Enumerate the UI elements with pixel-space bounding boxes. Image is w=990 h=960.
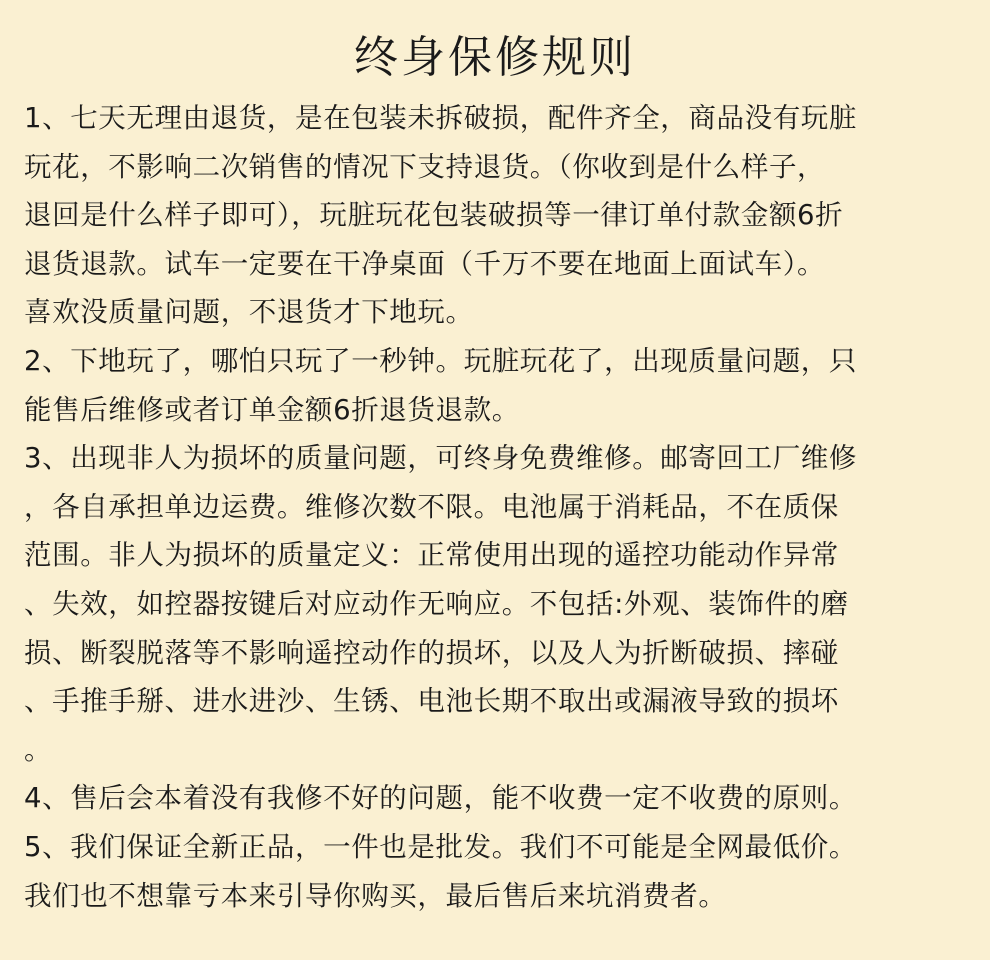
rule-line: 玩花，不影响二次销售的情况下支持退货。（你收到是什么样子， (24, 150, 826, 183)
rule-line: 、手推手掰、进水进沙、生锈、电池长期不取出或漏液导致的损坏 (24, 685, 839, 718)
page-title: 终身保修规则 (354, 32, 636, 83)
rule-line: 4、售后会本着没有我修不好的问题，能不收费一定不收费的原则。 (24, 782, 857, 815)
rules-text (24, 94, 974, 920)
rule-line: 退回是什么样子即可），玩脏玩花包装破损等一律订单付款金额6折 (24, 199, 844, 232)
rule-line: 能售后维修或者订单金额6折退货退款。 (24, 393, 520, 426)
rule-line: 损、断裂脱落等不影响遥控动作的损坏，以及人为折断破损、摔碰 (24, 636, 839, 669)
rule-line: 3、出现非人为损坏的质量问题，可终身免费维修。邮寄回工厂维修 (24, 442, 857, 475)
rule-line: 喜欢没质量问题，不退货才下地玩。 (24, 296, 474, 329)
rule-line: 2、下地玩了，哪怕只玩了一秒钟。玩脏玩花了，出现质量问题，只 (24, 344, 857, 377)
rule-line: 我们也不想靠亏本来引导你购买，最后售后来坑消费者。 (24, 879, 727, 912)
rule-line: ，各自承担单边运费。维修次数不限。电池属于消耗品，不在质保 (24, 490, 839, 523)
rule-line: 、失效，如控器按键后对应动作无响应。不包括:外观、装饰件的磨 (24, 587, 849, 620)
rule-line: 5、我们保证全新正品，一件也是批发。我们不可能是全网最低价。 (24, 830, 857, 863)
rule-line: 1、七天无理由退货，是在包装未拆破损，配件齐全，商品没有玩脏 (24, 102, 857, 134)
rule-line: 退货退款。试车一定要在干净桌面（千万不要在地面上面试车）。 (24, 247, 826, 280)
rule-line: 范围。非人为损坏的质量定义：正常使用出现的遥控功能动作异常 (24, 539, 839, 572)
rule-line: 。 (24, 733, 53, 766)
